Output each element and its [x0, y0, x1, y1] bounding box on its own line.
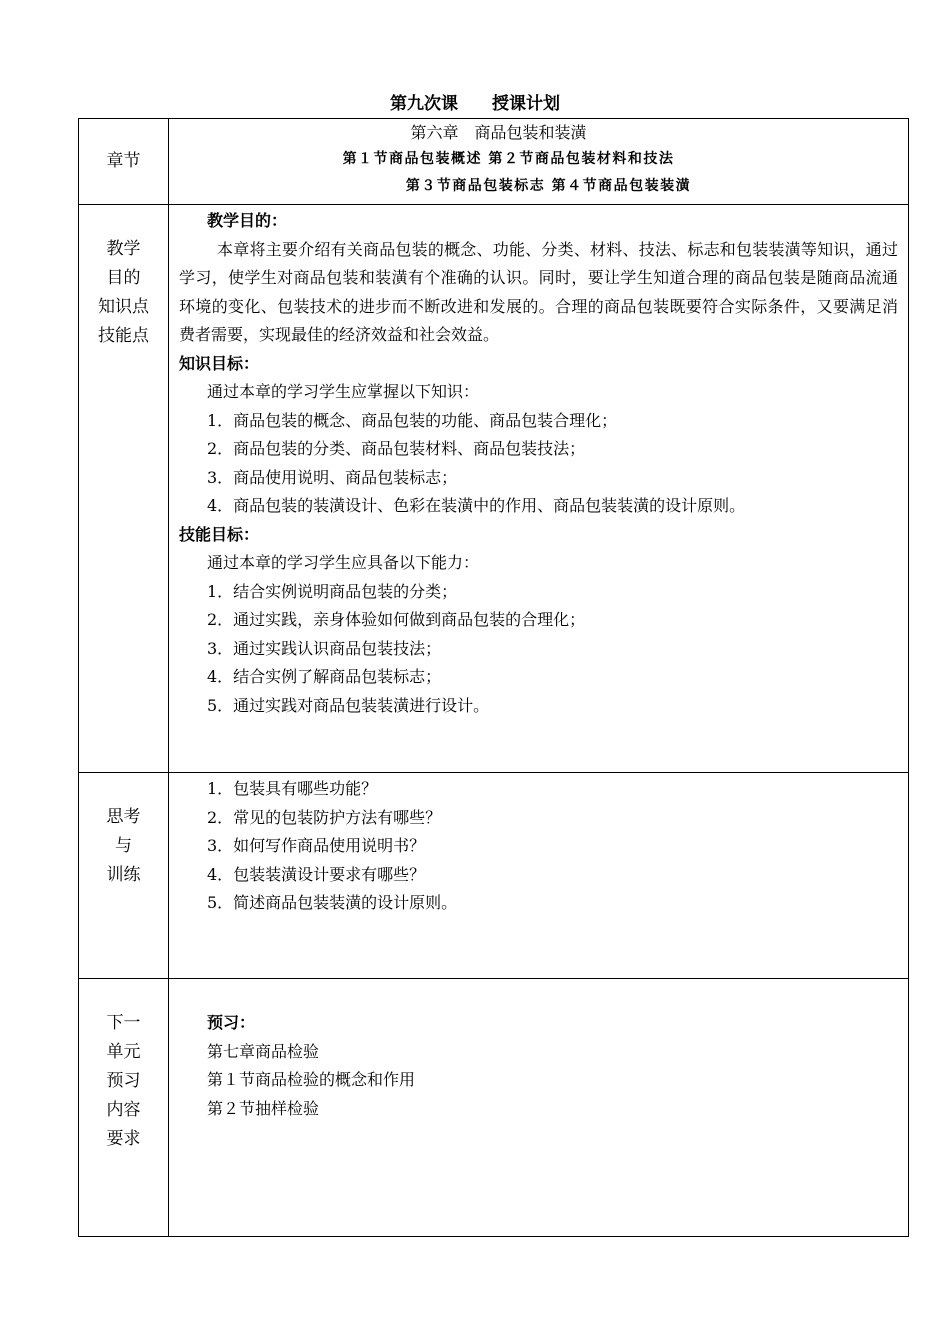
exercise-item: 5．简述商品包装装潢的设计原则。	[207, 893, 458, 912]
objectives-label-line: 教学	[106, 239, 141, 259]
knowledge-item: 1．商品包装的概念、商品包装的功能、商品包装合理化；	[207, 410, 618, 430]
teaching-heading: 教学目的：	[207, 211, 288, 230]
skill-item: 5．通过实践对商品包装装潢进行设计。	[207, 695, 490, 715]
preview-label	[79, 979, 168, 1154]
teaching-paragraph: 本章将主要介绍有关商品包装的概念、功能、分类、材料、技法、标志和包装装潢等知识，通过学习，使学生对商品包装和装潢有个准确的认识。同时，要让学生知道合理的商品包装是随商品流通环境的变化、包装技术的进步而不断改进和发展的。合理的商品包装既要符合实际条件，又要满足消费者需要，实现最佳的经济效益和社会效益。	[179, 239, 898, 344]
preview-item: 第１节商品检验的概念和作用	[207, 1070, 416, 1089]
preview-label-line: 单元	[106, 1042, 141, 1062]
knowledge-item: 3．商品使用说明、商品包装标志；	[207, 467, 458, 487]
chapter-label-cell	[79, 119, 169, 205]
skill-item: 2．通过实践，亲身体验如何做到商品包装的合理化；	[207, 610, 586, 629]
preview-label-line: 下一	[106, 1013, 141, 1033]
exercises-row	[79, 773, 909, 979]
objectives-label-line: 知识点	[98, 297, 149, 317]
exercise-item: 1．包装具有哪些功能？	[207, 779, 378, 798]
preview-row	[79, 979, 909, 1237]
exercises-label	[79, 773, 168, 890]
knowledge-intro: 通过本章的学习学生应掌握以下知识：	[207, 382, 480, 401]
skill-heading: 技能目标：	[179, 524, 260, 544]
chapter-row	[79, 119, 909, 205]
objectives-label-cell	[79, 205, 169, 773]
skill-item: 1．结合实例说明商品包装的分类；	[207, 581, 458, 601]
preview-label-line: 要求	[106, 1129, 141, 1149]
page-title: 第九次课 授课计划	[390, 94, 560, 114]
exercises-label-cell	[79, 773, 169, 979]
exercise-item: 4．包装装潢设计要求有哪些？	[207, 864, 426, 884]
skill-item: 4．结合实例了解商品包装标志；	[207, 667, 442, 686]
knowledge-item: 2．商品包装的分类、商品包装材料、商品包装技法；	[207, 439, 586, 458]
chapter-title: 第六章 商品包装和装潢	[410, 123, 587, 142]
objectives-label-line: 目的	[106, 268, 141, 288]
objectives-label	[79, 205, 168, 351]
preview-label-cell	[79, 979, 169, 1237]
chapter-sections-line1: 第１节商品包装概述 第２节商品包装材料和技法	[342, 151, 675, 167]
objectives-label-line: 技能点	[98, 326, 149, 346]
skill-item: 3．通过实践认识商品包装技法；	[207, 638, 442, 658]
preview-label-line: 内容	[106, 1100, 141, 1120]
preview-heading: 预习：	[207, 1013, 256, 1032]
exercises-label-line: 思考	[106, 807, 141, 827]
exercises-label-line: 训练	[106, 865, 141, 885]
preview-content-cell	[169, 979, 909, 1237]
objectives-row	[79, 205, 909, 773]
preview-label-line: 预习	[106, 1071, 141, 1091]
objectives-content-cell	[169, 205, 909, 773]
preview-item: 第七章商品检验	[207, 1041, 320, 1061]
chapter-content-cell	[169, 119, 909, 205]
knowledge-heading: 知识目标：	[179, 353, 260, 373]
chapter-heading-block	[169, 119, 908, 200]
exercises-label-line: 与	[115, 836, 132, 856]
knowledge-item: 4．商品包装的装潢设计、色彩在装潢中的作用、商品包装装潢的设计原则。	[207, 496, 746, 515]
skill-intro: 通过本章的学习学生应具备以下能力：	[207, 553, 480, 572]
exercise-item: 3．如何写作商品使用说明书？	[207, 836, 426, 855]
preview-item: 第２节抽样检验	[207, 1098, 320, 1118]
chapter-label: 章节	[106, 151, 141, 171]
exercises-content-cell	[169, 773, 909, 979]
exercise-item: 2．常见的包装防护方法有哪些？	[207, 807, 442, 827]
chapter-sections-line2: 第３节商品包装标志 第４节商品包装装潢	[405, 178, 692, 194]
lesson-plan-table	[78, 118, 909, 1237]
